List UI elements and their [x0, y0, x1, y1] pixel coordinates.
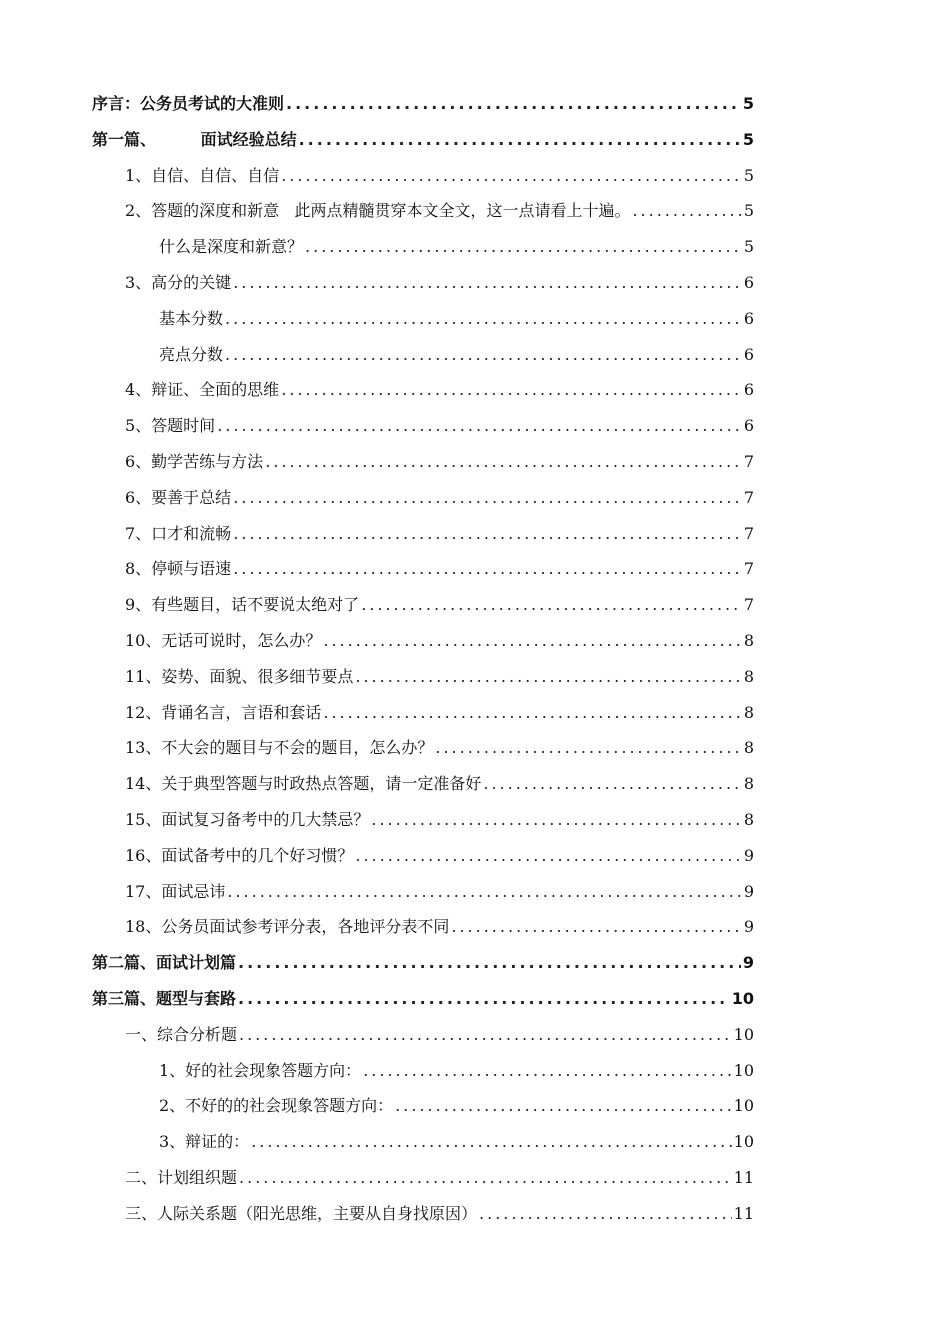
toc-entry[interactable]	[92, 695, 754, 731]
toc-entry-title: 序言：公务员考试的大准则	[92, 94, 285, 113]
toc-entry-title: 1、好的社会现象答题方向：	[159, 1060, 362, 1080]
toc-entry-page-number: 8	[743, 666, 754, 686]
toc-entry-title: 5、答题时间	[125, 416, 216, 436]
dot-leader	[227, 874, 741, 910]
toc-entry[interactable]	[92, 730, 754, 766]
toc-entry-page-number: 10	[733, 1132, 754, 1152]
dot-leader	[451, 909, 741, 945]
toc-entry-title: 16、面试备考中的几个好习惯？	[125, 845, 354, 865]
dot-leader	[323, 623, 741, 659]
toc-entry[interactable]	[92, 516, 754, 552]
toc-entry-title: 第一篇、 面试经验总结	[92, 129, 297, 149]
toc-entry-title: 3、高分的关键	[125, 272, 232, 292]
dot-leader	[363, 1053, 731, 1089]
dot-leader	[479, 1196, 732, 1232]
toc-entry-title: 第二篇、面试计划篇	[92, 953, 237, 973]
dot-leader	[395, 1088, 731, 1124]
toc-entry-title: 第三篇、题型与套路	[92, 988, 237, 1008]
toc-entry-title: 1、自信、自信、自信	[125, 165, 280, 185]
dot-leader	[239, 1160, 732, 1196]
toc-entry-title: 6、要善于总结	[125, 487, 232, 507]
toc-entry[interactable]	[92, 981, 754, 1017]
toc-entry-title: 7、口才和流畅	[125, 523, 232, 543]
toc-entry[interactable]	[92, 372, 754, 408]
toc-entry[interactable]	[92, 193, 754, 229]
dot-leader	[435, 730, 741, 766]
toc-entry[interactable]	[92, 1160, 754, 1196]
toc-entry[interactable]	[92, 945, 754, 981]
toc-entry-title: 4、辩证、全面的思维	[125, 380, 280, 400]
toc-entry-page-number: 6	[743, 380, 754, 400]
toc-entry[interactable]	[92, 229, 754, 265]
dot-leader	[355, 659, 741, 695]
toc-entry-page-number: 10	[733, 1096, 754, 1116]
toc-entry-page-number: 6	[743, 308, 754, 328]
toc-entry[interactable]	[92, 337, 754, 373]
toc-entry[interactable]	[92, 623, 754, 659]
toc-entry-page-number: 9	[743, 845, 754, 865]
toc-entry-page-number: 9	[743, 917, 754, 937]
toc-entry-page-number: 7	[743, 523, 754, 543]
dot-leader	[238, 945, 741, 981]
toc-entry[interactable]	[92, 301, 754, 337]
dot-leader	[251, 1124, 731, 1160]
dot-leader	[483, 766, 741, 802]
toc-entry-title: 二、计划组织题	[125, 1167, 238, 1187]
toc-entry[interactable]	[92, 1196, 754, 1232]
toc-entry-title: 17、面试忌讳	[125, 881, 226, 901]
toc-entry[interactable]	[92, 766, 754, 802]
dot-leader	[238, 981, 730, 1017]
toc-entry-page-number: 5	[743, 237, 754, 257]
toc-entry-title: 18、公务员面试参考评分表，各地评分表不同	[125, 917, 450, 937]
toc-entry-title: 9、有些题目，话不要说太绝对了	[125, 595, 360, 615]
toc-entry[interactable]	[92, 551, 754, 587]
dot-leader	[217, 408, 742, 444]
toc-entry-page-number: 5	[743, 201, 754, 221]
toc-entry-page-number: 8	[743, 630, 754, 650]
toc-entry-page-number: 7	[743, 595, 754, 615]
toc-entry-page-number: 7	[743, 487, 754, 507]
toc-entry-page-number: 10	[731, 988, 754, 1008]
dot-leader	[286, 86, 741, 122]
toc-entry-page-number: 7	[743, 451, 754, 471]
dot-leader	[371, 802, 741, 838]
dot-leader	[239, 1017, 732, 1053]
toc-entry[interactable]	[92, 909, 754, 945]
toc-entry-title: 8、停顿与语速	[125, 559, 232, 579]
toc-entry-title: 11、姿势、面貌、很多细节要点	[125, 666, 354, 686]
toc-entry-page-number: 8	[743, 702, 754, 722]
dot-leader	[225, 301, 742, 337]
toc-entry-title: 14、关于典型答题与时政热点答题，请一定准备好	[125, 774, 482, 794]
dot-leader	[233, 265, 742, 301]
dot-leader	[265, 444, 742, 480]
toc-entry-title: 10、无话可说时，怎么办？	[125, 630, 322, 650]
toc-entry[interactable]	[92, 1017, 754, 1053]
toc-entry[interactable]	[92, 874, 754, 910]
toc-entry-title: 13、不大会的题目与不会的题目，怎么办？	[125, 738, 434, 758]
toc-entry-page-number: 8	[743, 738, 754, 758]
toc-entry-page-number: 6	[743, 272, 754, 292]
toc-entry[interactable]	[92, 122, 754, 158]
toc-entry-page-number: 5	[743, 165, 754, 185]
dot-leader	[281, 372, 742, 408]
toc-entry-page-number: 5	[742, 129, 754, 149]
toc-entry[interactable]	[92, 587, 754, 623]
dot-leader	[281, 158, 742, 194]
toc-entry-page-number: 10	[733, 1060, 754, 1080]
dot-leader	[632, 193, 741, 229]
dot-leader	[355, 838, 741, 874]
toc-entry[interactable]	[92, 659, 754, 695]
toc-entry-page-number: 6	[743, 416, 754, 436]
toc-entry[interactable]	[92, 158, 754, 194]
toc-entry-title: 2、不好的的社会现象答题方向：	[159, 1096, 394, 1116]
toc-entry-title: 12、背诵名言，言语和套话	[125, 702, 322, 722]
toc-entry-title: 2、答题的深度和新意 此两点精髓贯穿本文全文，这一点请看上十遍。	[125, 201, 631, 221]
toc-entry[interactable]	[92, 444, 754, 480]
toc-entry-title: 亮点分数	[159, 344, 224, 364]
toc-entry[interactable]	[92, 408, 754, 444]
toc-entry-title: 基本分数	[159, 308, 224, 328]
dot-leader	[323, 695, 741, 731]
toc-entry-page-number: 6	[743, 344, 754, 364]
toc-entry-title: 15、面试复习备考中的几大禁忌？	[125, 809, 370, 829]
toc-entry-page-number: 7	[743, 559, 754, 579]
dot-leader	[361, 587, 742, 623]
dot-leader	[233, 480, 742, 516]
toc-entry[interactable]	[92, 1124, 754, 1160]
toc-entry[interactable]	[92, 86, 754, 122]
dot-leader	[305, 229, 742, 265]
dot-leader	[299, 122, 741, 158]
toc-entry[interactable]	[92, 838, 754, 874]
toc-entry-title: 6、勤学苦练与方法	[125, 451, 264, 471]
toc-entry[interactable]	[92, 480, 754, 516]
toc-entry-page-number: 8	[743, 809, 754, 829]
toc-entry-page-number: 5	[742, 94, 754, 113]
toc-entry-page-number: 8	[743, 774, 754, 794]
toc-entry-page-number: 10	[733, 1024, 754, 1044]
dot-leader	[233, 516, 742, 552]
toc-entry-page-number: 9	[742, 953, 754, 973]
toc-entry-title: 3、辩证的：	[159, 1132, 250, 1152]
toc-entry[interactable]	[92, 1088, 754, 1124]
dot-leader	[233, 551, 742, 587]
toc-entry-page-number: 11	[733, 1167, 754, 1187]
dot-leader	[225, 337, 742, 373]
toc-entry[interactable]	[92, 1053, 754, 1089]
table-of-contents	[92, 86, 754, 1232]
toc-entry-page-number: 9	[743, 881, 754, 901]
toc-entry-title: 一、综合分析题	[125, 1024, 238, 1044]
toc-entry-title: 什么是深度和新意？	[159, 237, 304, 257]
toc-entry-page-number: 11	[733, 1203, 754, 1223]
toc-entry[interactable]	[92, 265, 754, 301]
toc-entry[interactable]	[92, 802, 754, 838]
toc-entry-title: 三、人际关系题（阳光思维，主要从自身找原因）	[125, 1203, 478, 1223]
